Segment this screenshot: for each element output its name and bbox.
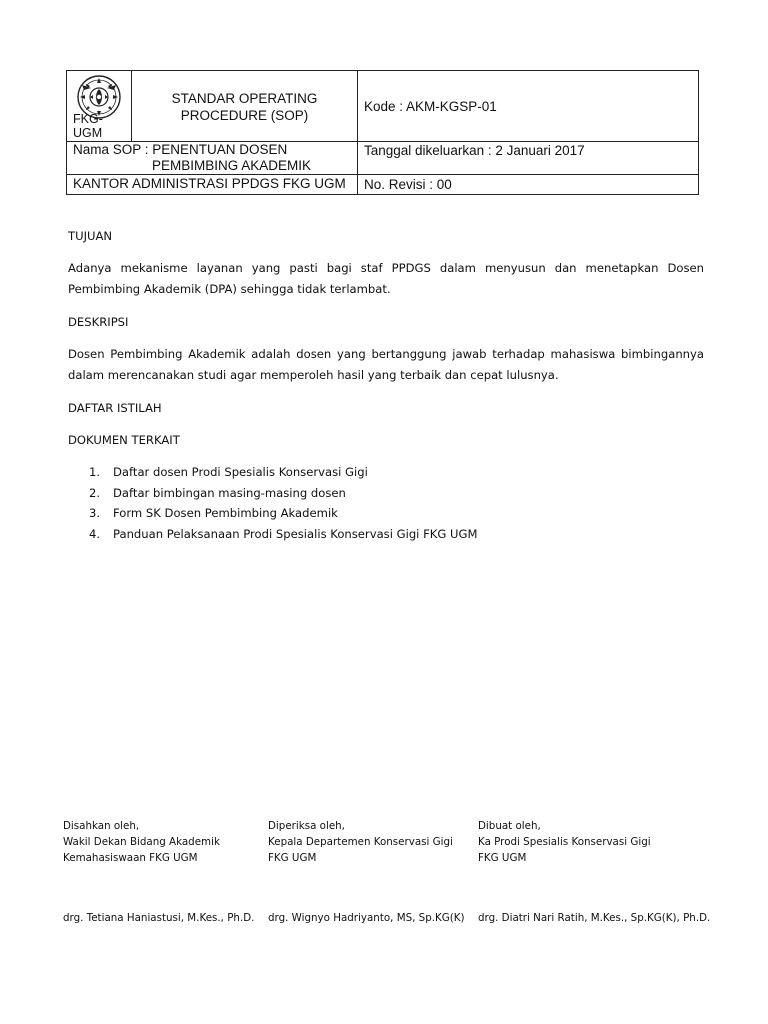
deskripsi-text: Dosen Pembimbing Akademik adalah dosen yang bertanggung jawab terhadap mahasiswa bimbingannya dalam merencanakan studi agar memperoleh hasil yang terbaik dan cepat lulusnya. <box>68 347 704 382</box>
list-item <box>68 524 704 545</box>
list-item-number: 1. <box>89 465 101 479</box>
tanggal-text: Tanggal dikeluarkan : 2 Januari 2017 <box>364 143 585 158</box>
list-item <box>68 462 704 483</box>
dokumen-terkait-heading: DOKUMEN TERKAIT <box>68 433 180 447</box>
signature-role-line3: Kemahasiswaan FKG UGM <box>63 852 198 864</box>
list-item <box>68 483 704 504</box>
signature-block-disahkan <box>63 818 220 866</box>
signature-role-line2: Wakil Dekan Bidang Akademik <box>63 836 220 848</box>
list-item <box>68 503 704 524</box>
dokumen-terkait-list <box>68 462 704 544</box>
logo-caption: FKG-UGM <box>73 112 103 140</box>
signature-role-line2: Ka Prodi Spesialis Konservasi Gigi <box>478 836 651 848</box>
nama-sop-cell <box>67 142 358 175</box>
logo-cell <box>67 71 132 142</box>
kantor-cell <box>67 175 358 195</box>
sop-title-cell <box>132 71 358 142</box>
list-item-text: Panduan Pelaksanaan Prodi Spesialis Konservasi Gigi FKG UGM <box>113 526 478 541</box>
nama-sop-line2: PEMBIMBING AKADEMIK <box>152 158 312 173</box>
tanggal-cell <box>358 142 699 175</box>
signature-role-line2: Kepala Departemen Konservasi Gigi <box>268 836 453 848</box>
signature-role-line1: Dibuat oleh, <box>478 820 541 832</box>
daftar-istilah-heading: DAFTAR ISTILAH <box>68 401 162 415</box>
signature-role-line3: FKG UGM <box>268 852 317 864</box>
tujuan-text: Adanya mekanisme layanan yang pasti bagi staf PPDGS dalam menyusun dan menetapkan Dosen Pembimbing Akademik (DPA) sehingga tidak terlambat. <box>68 261 704 296</box>
kode-cell <box>358 71 699 142</box>
kode-text: Kode : AKM-KGSP-01 <box>364 98 497 114</box>
list-item-text: Form SK Dosen Pembimbing Akademik <box>113 506 338 520</box>
signature-block-dibuat <box>478 818 651 866</box>
sop-header-table <box>66 70 699 195</box>
list-item-number: 2. <box>89 485 101 500</box>
signature-role-line1: Disahkan oleh, <box>63 820 140 832</box>
list-item-number: 3. <box>89 506 101 520</box>
revisi-cell <box>358 175 699 195</box>
nama-sop-line1: Nama SOP : PENENTUAN DOSEN <box>73 142 288 157</box>
signature-block-diperiksa <box>268 818 453 866</box>
sop-body <box>68 226 704 544</box>
list-item-number: 4. <box>89 526 101 541</box>
sop-title-line2: PROCEDURE (SOP) <box>180 108 309 123</box>
deskripsi-heading: DESKRIPSI <box>68 315 129 329</box>
signatory-name-diperiksa: drg. Wignyo Hadriyanto, MS, Sp.KG(K) <box>268 912 465 924</box>
sop-title-line1: STANDAR OPERATING <box>171 91 318 106</box>
signatory-name-disahkan: drg. Tetiana Haniastusi, M.Kes., Ph.D. <box>63 912 255 924</box>
list-item-text: Daftar bimbingan masing-masing dosen <box>113 485 346 500</box>
list-item-text: Daftar dosen Prodi Spesialis Konservasi Gigi <box>113 465 368 479</box>
signature-role-line3: FKG UGM <box>478 852 527 864</box>
signature-role-line1: Diperiksa oleh, <box>268 820 345 832</box>
signatory-name-dibuat: drg. Diatri Nari Ratih, M.Kes., Sp.KG(K), Ph.D. <box>478 912 711 924</box>
tujuan-heading: TUJUAN <box>68 229 113 243</box>
revisi-text: No. Revisi : 00 <box>364 177 452 192</box>
kantor-text: KANTOR ADMINISTRASI PPDGS FKG UGM <box>73 176 346 191</box>
